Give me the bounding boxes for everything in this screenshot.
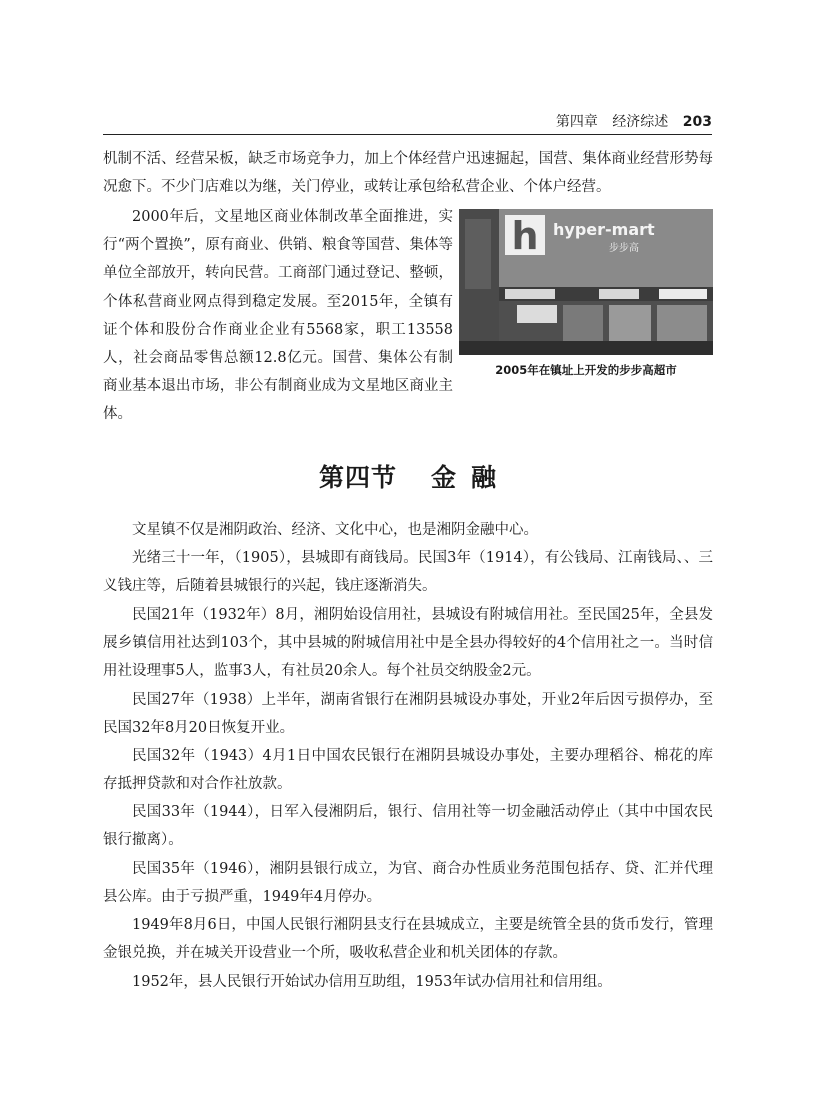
section-title-word-1: 金 [430,463,457,492]
supermarket-image [459,209,713,355]
store-sign-sub: 步步高 [609,243,639,254]
photo-caption: 2005年在镇址上开发的步步高超市 [495,363,677,377]
paragraph: 民国27年（1938）上半年，湖南省银行在湘阴县城设办事处，开业2年后因亏损停办，至民国32年8月20日恢复开业。 [103,692,713,737]
paragraph: 光绪三十一年，（1905），县城即有商钱局。民国3年（1914），有公钱局、江南钱局、、三义钱庄等，后随着县城银行的兴起，钱庄逐渐消失。 [103,550,713,595]
header-chapter: 第四章 [555,114,598,130]
section-title-number: 第四节 [318,463,397,492]
paragraph: 1949年8月6日，中国人民银行湘阴县支行在县城成立，主要是统管全县的货币发行，管理金银兑换，并在城关开设营业一个所，吸收私营企业和机关团体的存款。 [103,917,713,962]
section-title [0,458,816,494]
section-title-word-2: 融 [471,463,498,492]
paragraph-commerce-reform: 2000年后，文星地区商业体制改革全面推进，实行“两个置换”，原有商业、供销、粮食等国营、集体等单位全部放开，转向民营。工商部门通过登记、整顿，个体私营商业网点得到稳定发展。至2015年，全镇有证个体和股份合作商业企业有5568家，职工13558人，社会商品零售总额12.8亿元。国营、集体公有制商业基本退出市场，非公有制商业成为文星地区商业主体。 [103,209,453,423]
supermarket-photo [459,209,713,355]
paragraph: 1952年，县人民银行开始试办信用互助组，1953年试办信用社和信用组。 [132,974,612,990]
paragraph: 民国35年（1946），湘阴县银行成立，为官、商合办性质业务范围包括存、贷、汇并代理县公库。由于亏损严重，1949年4月停办。 [103,861,713,906]
svg-text:h: h [511,214,539,258]
paragraph: 民国33年（1944），日军入侵湘阴后，银行、信用社等一切金融活动停止（其中中国农民银行撤离）。 [103,804,713,849]
running-header [103,112,712,135]
header-section: 经济综述 [612,114,669,130]
page-number: 203 [682,114,712,130]
paragraph: 文星镇不仅是湘阴政治、经济、文化中心，也是湘阴金融中心。 [132,522,538,538]
continued-paragraph: 机制不活、经营呆板，缺乏市场竞争力，加上个体经营户迅速掘起，国营、集体商业经营形势每况愈下。不少门店难以为继，关门停业，或转让承包给私营企业、个体户经营。 [103,151,713,196]
paragraph: 民国32年（1943）4月1日中国农民银行在湘阴县城设办事处，主要办理稻谷、棉花的库存抵押贷款和对合作社放款。 [103,748,713,793]
paragraph: 民国21年（1932年）8月，湘阴始设信用社，县城设有附城信用社。至民国25年，全县发展乡镇信用社达到103个，其中县城的附城信用社中是全县办得较好的4个信用社之一。当时信用社设理事5人，监事3人，有社员20余人。每个社员交纳股金2元。 [103,607,713,680]
store-sign-text: hyper-mart [553,220,655,239]
